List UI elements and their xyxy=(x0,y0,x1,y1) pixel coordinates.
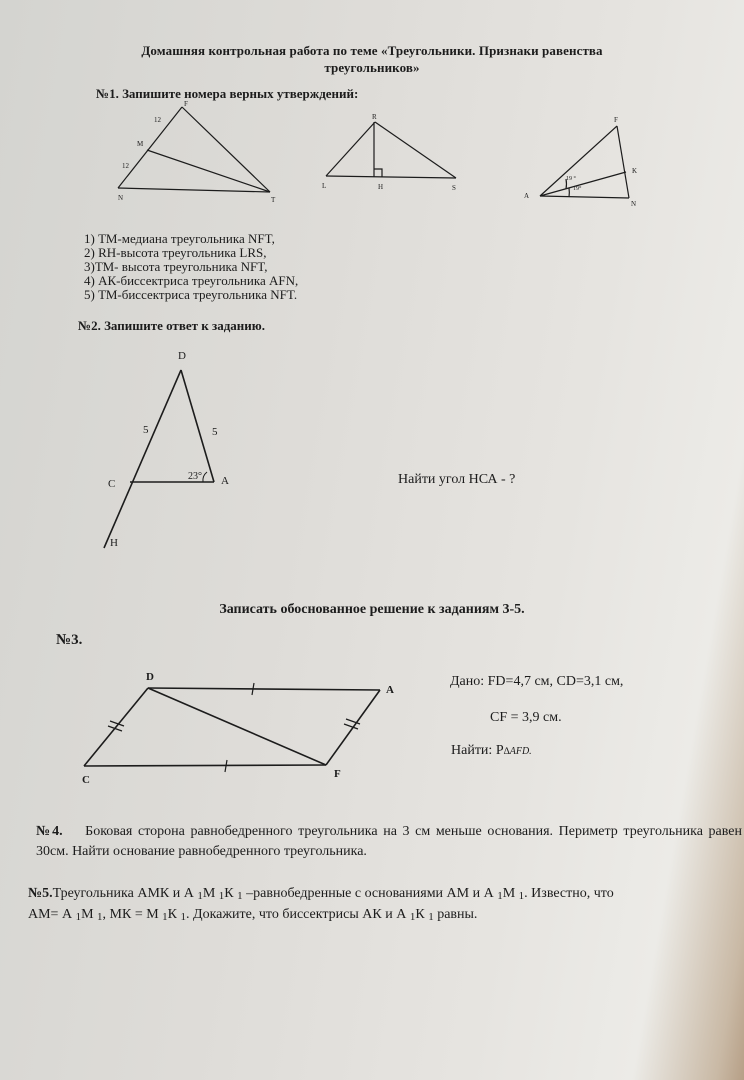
angle-a-arc xyxy=(203,472,207,482)
fig3-label-f: F xyxy=(614,116,618,124)
fig3-label-k: K xyxy=(632,167,638,175)
tick-dc-2 xyxy=(108,726,122,731)
figure3-triangle-afn xyxy=(540,126,629,198)
task3-label-a: A xyxy=(386,684,394,696)
fig1-label-f: F xyxy=(184,100,188,108)
task4-number: №4. xyxy=(36,824,63,839)
fig1-length-fm: 12 xyxy=(154,116,161,124)
side-nt xyxy=(118,188,270,192)
task4-block xyxy=(36,822,742,862)
task3-given2: CF = 3,9 см. xyxy=(490,710,562,725)
task5-text-e: М xyxy=(502,886,516,901)
fig3-angle2-label: 19° xyxy=(573,186,582,192)
task3-given: Дано: FD=4,7 см, CD=3,1 см, xyxy=(450,674,624,689)
sub-2b: 1 xyxy=(97,911,103,923)
fig3-label-n: N xyxy=(631,200,637,208)
task5-line2-f: К xyxy=(415,907,425,922)
figure1-triangle-nft xyxy=(118,107,270,192)
task2-label-d: D xyxy=(178,350,186,362)
fig1-length-mn: 12 xyxy=(122,162,129,170)
side-rl xyxy=(326,122,375,176)
figure2-triangle-lrs xyxy=(326,122,456,178)
task5-line2-b: М xyxy=(81,907,94,922)
section-heading: Записать обоснованное решение к заданиям 3-5. xyxy=(219,602,525,617)
task3-number: №3. xyxy=(56,632,83,648)
side-dc xyxy=(84,688,148,766)
task1-heading: №1. Запишите номера верных утверждений: xyxy=(96,86,359,101)
task5-text-d: –равнобедренные с основаниями АМ и А xyxy=(242,886,494,901)
task5-text-f: . Известно, что xyxy=(524,886,614,901)
task5-line2-d: К xyxy=(167,907,178,922)
task2-side-dc: 5 xyxy=(143,424,149,436)
sub-1d: 1 xyxy=(497,890,503,902)
task2-heading: №2. Запишите ответ к заданию. xyxy=(78,318,265,333)
fig3-label-a: A xyxy=(524,192,530,200)
task3-find-sub: ∆AFD. xyxy=(503,746,532,757)
task5-line2-g: равны. xyxy=(433,907,478,922)
fig2-label-h: H xyxy=(378,183,384,191)
fig2-label-r: R xyxy=(372,113,377,121)
statement-4: 4) АК-биссектриса треугольника AFN, xyxy=(84,273,299,288)
sub-2d: 1 xyxy=(180,911,187,923)
page-title-line1: Домашняя контрольная работа по теме «Треугольники. Признаки равенства xyxy=(141,43,603,58)
sub-2c: 1 xyxy=(162,911,168,923)
sub-1c: 1 xyxy=(237,890,243,902)
sub-2f: 1 xyxy=(428,911,434,923)
task5-text-c: К xyxy=(224,886,234,901)
task2-question: Найти угол НСА - ? xyxy=(398,472,516,487)
statement-2: 2) RH-высота треугольника LRS, xyxy=(84,245,267,260)
task5-number: №5. xyxy=(28,886,53,901)
task3-find-prefix: Найти: P xyxy=(451,743,504,758)
task3-label-d: D xyxy=(146,671,154,683)
sub-1a: 1 xyxy=(197,890,203,902)
task5-text-a: Треугольника АМК и А xyxy=(52,886,194,901)
task4-text: Боковая сторона равнобедренного треугольника на 3 см меньше основания. Периметр треугольника равен 30см. Найти основание равнобедренного треугольника. xyxy=(36,824,742,859)
task5-line2-c: , МК = М xyxy=(102,907,159,922)
task3-find xyxy=(451,743,532,759)
fig1-label-n: N xyxy=(118,194,124,202)
fig2-label-l: L xyxy=(322,182,327,190)
side-fn xyxy=(118,107,182,188)
sub-2e: 1 xyxy=(409,911,416,923)
fig3-angle1-label: 19 ° xyxy=(566,176,576,182)
diagonal-df xyxy=(148,688,326,765)
side-da xyxy=(181,370,214,482)
side-rs xyxy=(375,122,456,178)
task3-label-c: C xyxy=(82,774,90,786)
task3-label-f: F xyxy=(334,768,341,780)
side-ft xyxy=(182,107,270,192)
task5-line2-e: . Докажите, что биссектрисы АК и А xyxy=(186,907,407,922)
side-ls xyxy=(326,176,456,178)
task5-text-b: М xyxy=(202,886,216,901)
side-an xyxy=(540,196,629,198)
fig1-label-m: M xyxy=(137,140,144,148)
task2-label-c: C xyxy=(108,478,116,490)
statement-3: 3)ТМ- высота треугольника NFT, xyxy=(84,259,268,274)
task2-figure xyxy=(104,370,214,548)
fig1-label-t: T xyxy=(271,196,276,204)
task2-label-h: H xyxy=(110,537,118,549)
statement-1: 1) ТМ-медиана треугольника NFT, xyxy=(84,231,275,246)
line-d-h xyxy=(104,370,181,548)
task5-line1 xyxy=(28,886,614,902)
task5-line2 xyxy=(28,907,477,923)
task3-figure xyxy=(84,683,380,772)
sub-1e: 1 xyxy=(518,890,525,902)
task2-angle-label: 23° xyxy=(188,471,202,482)
statement-5: 5) ТМ-биссектриса треугольника NFT. xyxy=(84,287,298,302)
task2-side-da: 5 xyxy=(212,426,218,438)
side-da xyxy=(148,688,380,690)
fig2-label-s: S xyxy=(452,184,456,192)
task2-label-a: A xyxy=(221,475,229,487)
page-title-line2: треугольников» xyxy=(324,60,420,75)
sub-2a: 1 xyxy=(75,911,82,923)
right-angle-mark xyxy=(374,169,382,177)
side-fn xyxy=(617,126,629,198)
side-cf xyxy=(84,765,326,766)
segment-tm xyxy=(147,150,270,192)
task5-line2-a: АМ= А xyxy=(28,907,73,922)
sub-1b: 1 xyxy=(218,890,225,902)
